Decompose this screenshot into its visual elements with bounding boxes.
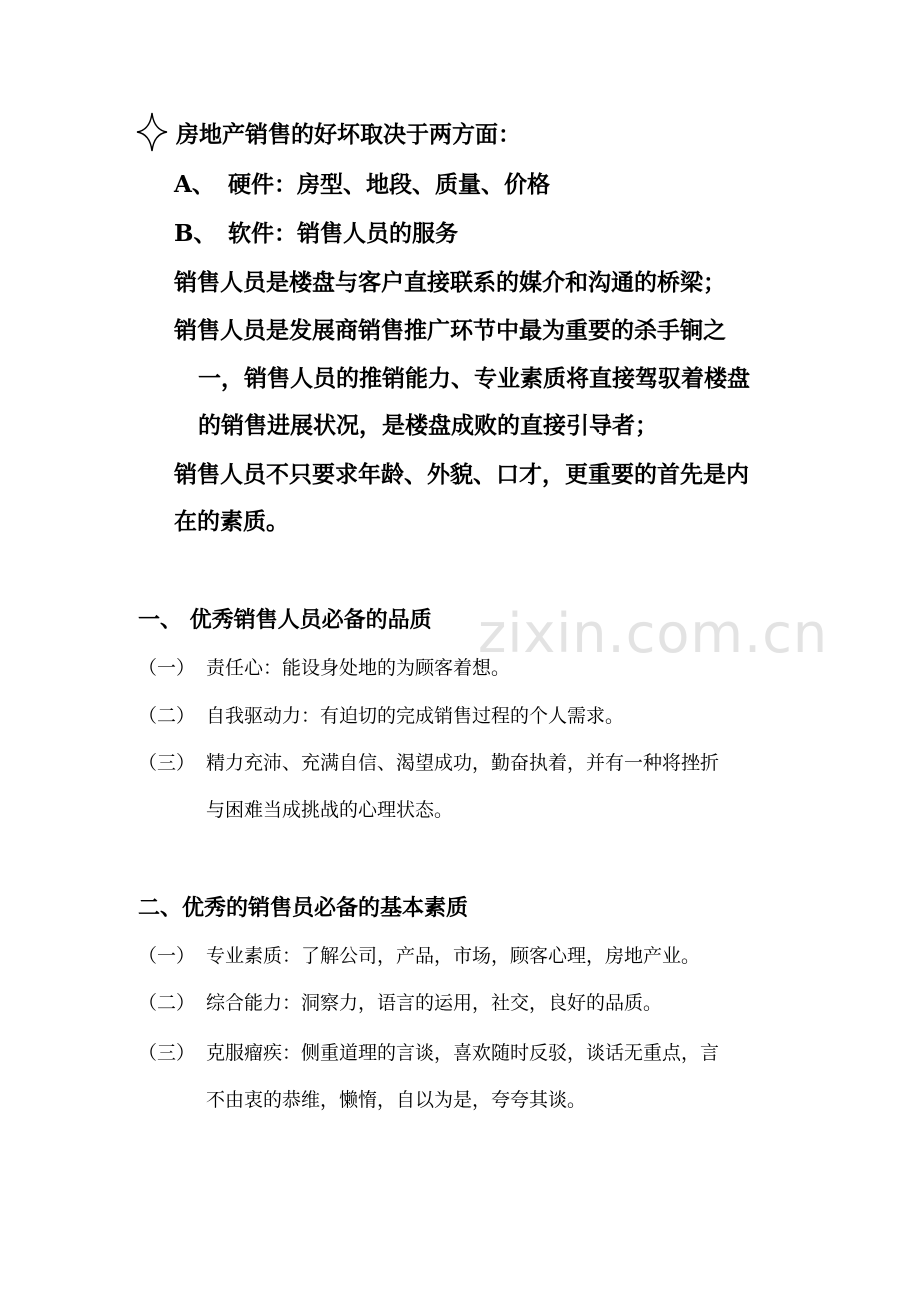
- section-1-item-1-text: 责任心：能设身处地的为顾客着想。: [206, 657, 511, 679]
- intro-paragraph-1: 销售人员是楼盘与客户直接联系的媒介和沟通的桥梁；: [174, 269, 726, 296]
- intro-b-text: 软件：销售人员的服务: [228, 220, 458, 247]
- section-2-item-3-continuation: 不由衷的恭维，懒惰，自以为是，夸夸其谈。: [206, 1089, 587, 1111]
- intro-paragraph-3-line-1: 销售人员不只要求年龄、外貌、口才，更重要的首先是内: [174, 461, 749, 488]
- intro-paragraph-2-line-2: 一，销售人员的推销能力、专业素质将直接驾驭着楼盘: [198, 365, 750, 392]
- section-2-item-3-label: （三）: [138, 1042, 196, 1064]
- section-1-heading: 一、 优秀销售人员必备的品质: [138, 607, 432, 633]
- four-point-star-icon: [136, 112, 168, 152]
- section-2-heading: 二、优秀的销售员必备的基本素质: [138, 895, 469, 921]
- section-1-item-1-label: （一）: [138, 657, 196, 679]
- section-2-item-1-label: （一）: [138, 945, 196, 967]
- intro-paragraph-2-line-3: 的销售进展状况，是楼盘成败的直接引导者；: [198, 412, 658, 439]
- intro-a-text: 硬件：房型、地段、质量、价格: [228, 171, 550, 198]
- intro-a-label: A、: [174, 171, 215, 198]
- section-2-item-2-text: 综合能力：洞察力，语言的运用，社交，良好的品质。: [206, 992, 663, 1014]
- section-1-item-3-continuation: 与困难当成挑战的心理状态。: [206, 799, 454, 821]
- intro-paragraph-3-line-2: 在的素质。: [174, 508, 289, 535]
- section-1-item-3-label: （三）: [138, 752, 196, 774]
- section-2-item-1-text: 专业素质：了解公司，产品，市场，顾客心理，房地产业。: [206, 945, 701, 967]
- section-2-item-2-label: （二）: [138, 992, 196, 1014]
- section-1-item-2-text: 自我驱动力：有迫切的完成销售过程的个人需求。: [206, 705, 625, 727]
- section-1-item-2-label: （二）: [138, 705, 196, 727]
- intro-title: 房地产销售的好坏取决于两方面：: [176, 121, 521, 148]
- watermark: zixin.com.cn: [478, 602, 829, 665]
- section-1-item-3-text: 精力充沛、充满自信、渴望成功，勤奋执着，并有一种将挫折: [206, 752, 720, 774]
- section-2-item-3-text: 克服瘤疾：侧重道理的言谈，喜欢随时反驳，谈话无重点，言: [206, 1042, 720, 1064]
- intro-paragraph-2-line-1: 销售人员是发展商销售推广环节中最为重要的杀手锏之: [174, 317, 726, 344]
- intro-b-label: B、: [174, 220, 217, 247]
